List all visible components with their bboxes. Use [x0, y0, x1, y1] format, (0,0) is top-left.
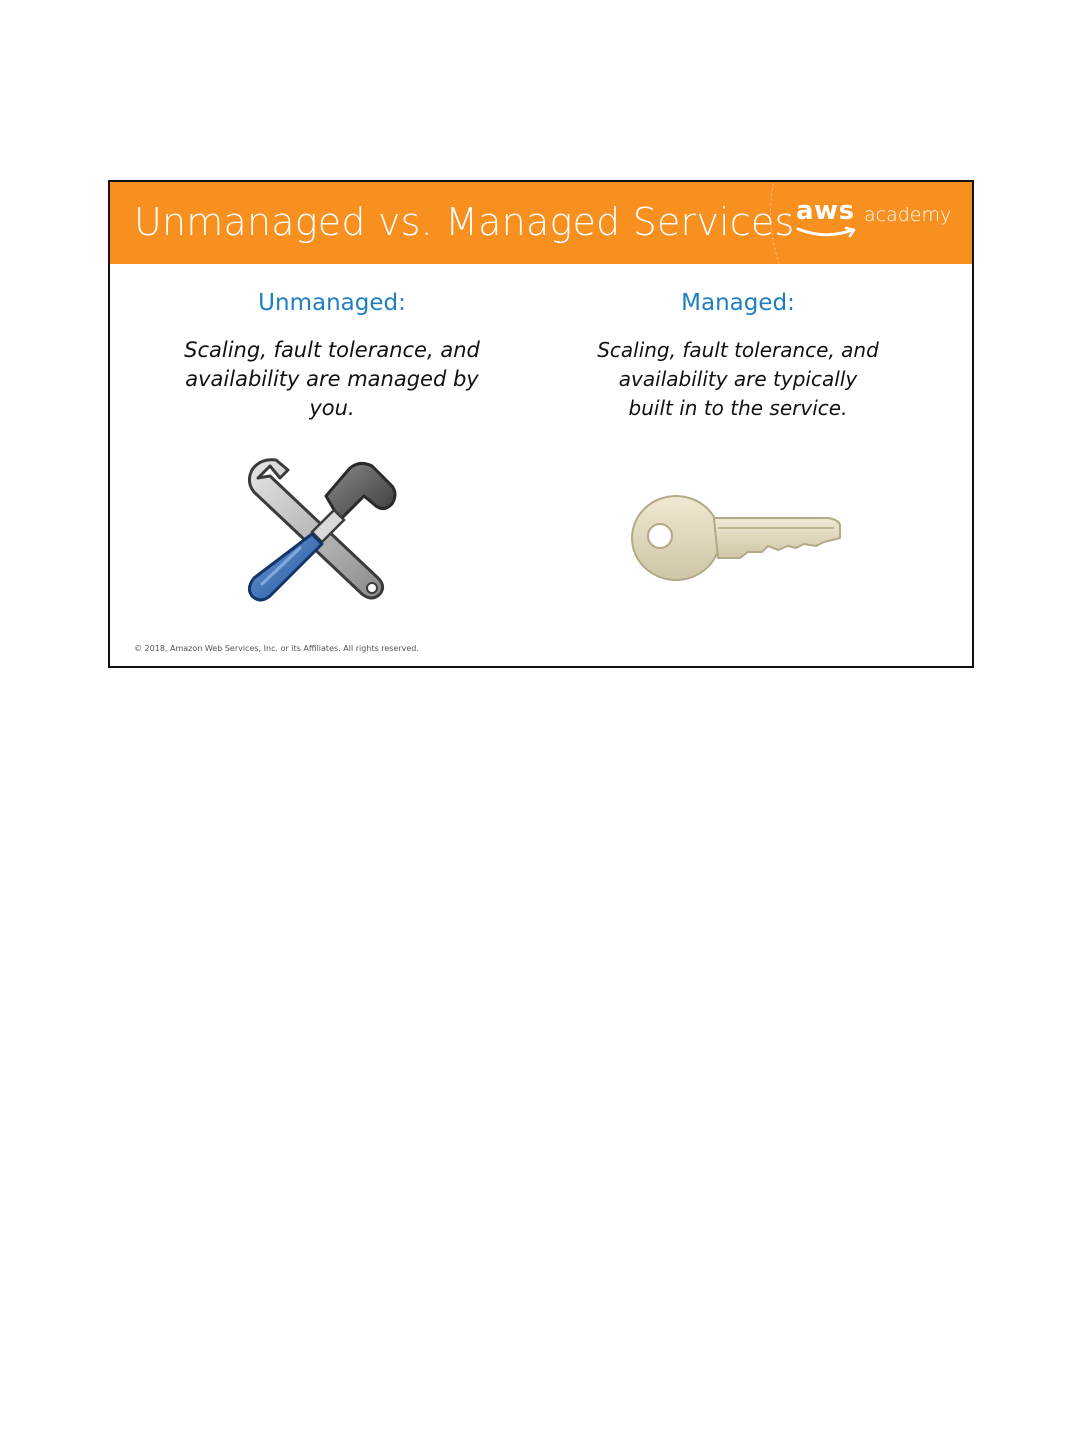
unmanaged-heading: Unmanaged:: [258, 290, 406, 316]
logo-brand: aws: [796, 196, 855, 226]
logo-product: academy: [864, 204, 952, 226]
slide: [108, 180, 974, 668]
managed-heading: Managed:: [681, 290, 795, 316]
unmanaged-description: [162, 336, 502, 423]
slide-header: [110, 182, 972, 264]
tools-icon: [240, 456, 400, 606]
aws-academy-logo: [796, 196, 952, 246]
managed-line: availability are typically: [618, 367, 858, 391]
aws-smile-icon: [796, 226, 860, 240]
unmanaged-line: Scaling, fault tolerance, and: [184, 338, 480, 362]
managed-line: built in to the service.: [628, 396, 848, 420]
unmanaged-column: [162, 282, 502, 423]
key-icon: [628, 486, 848, 586]
managed-description: [568, 336, 908, 423]
managed-line: Scaling, fault tolerance, and: [597, 338, 879, 362]
unmanaged-line: you.: [309, 396, 355, 420]
unmanaged-line: availability are managed by: [185, 367, 479, 391]
copyright-footer: © 2018, Amazon Web Services, Inc. or its Affiliates. All rights reserved.: [134, 644, 419, 653]
managed-column: [568, 282, 908, 423]
slide-title: Unmanaged vs. Managed Services: [134, 200, 795, 244]
